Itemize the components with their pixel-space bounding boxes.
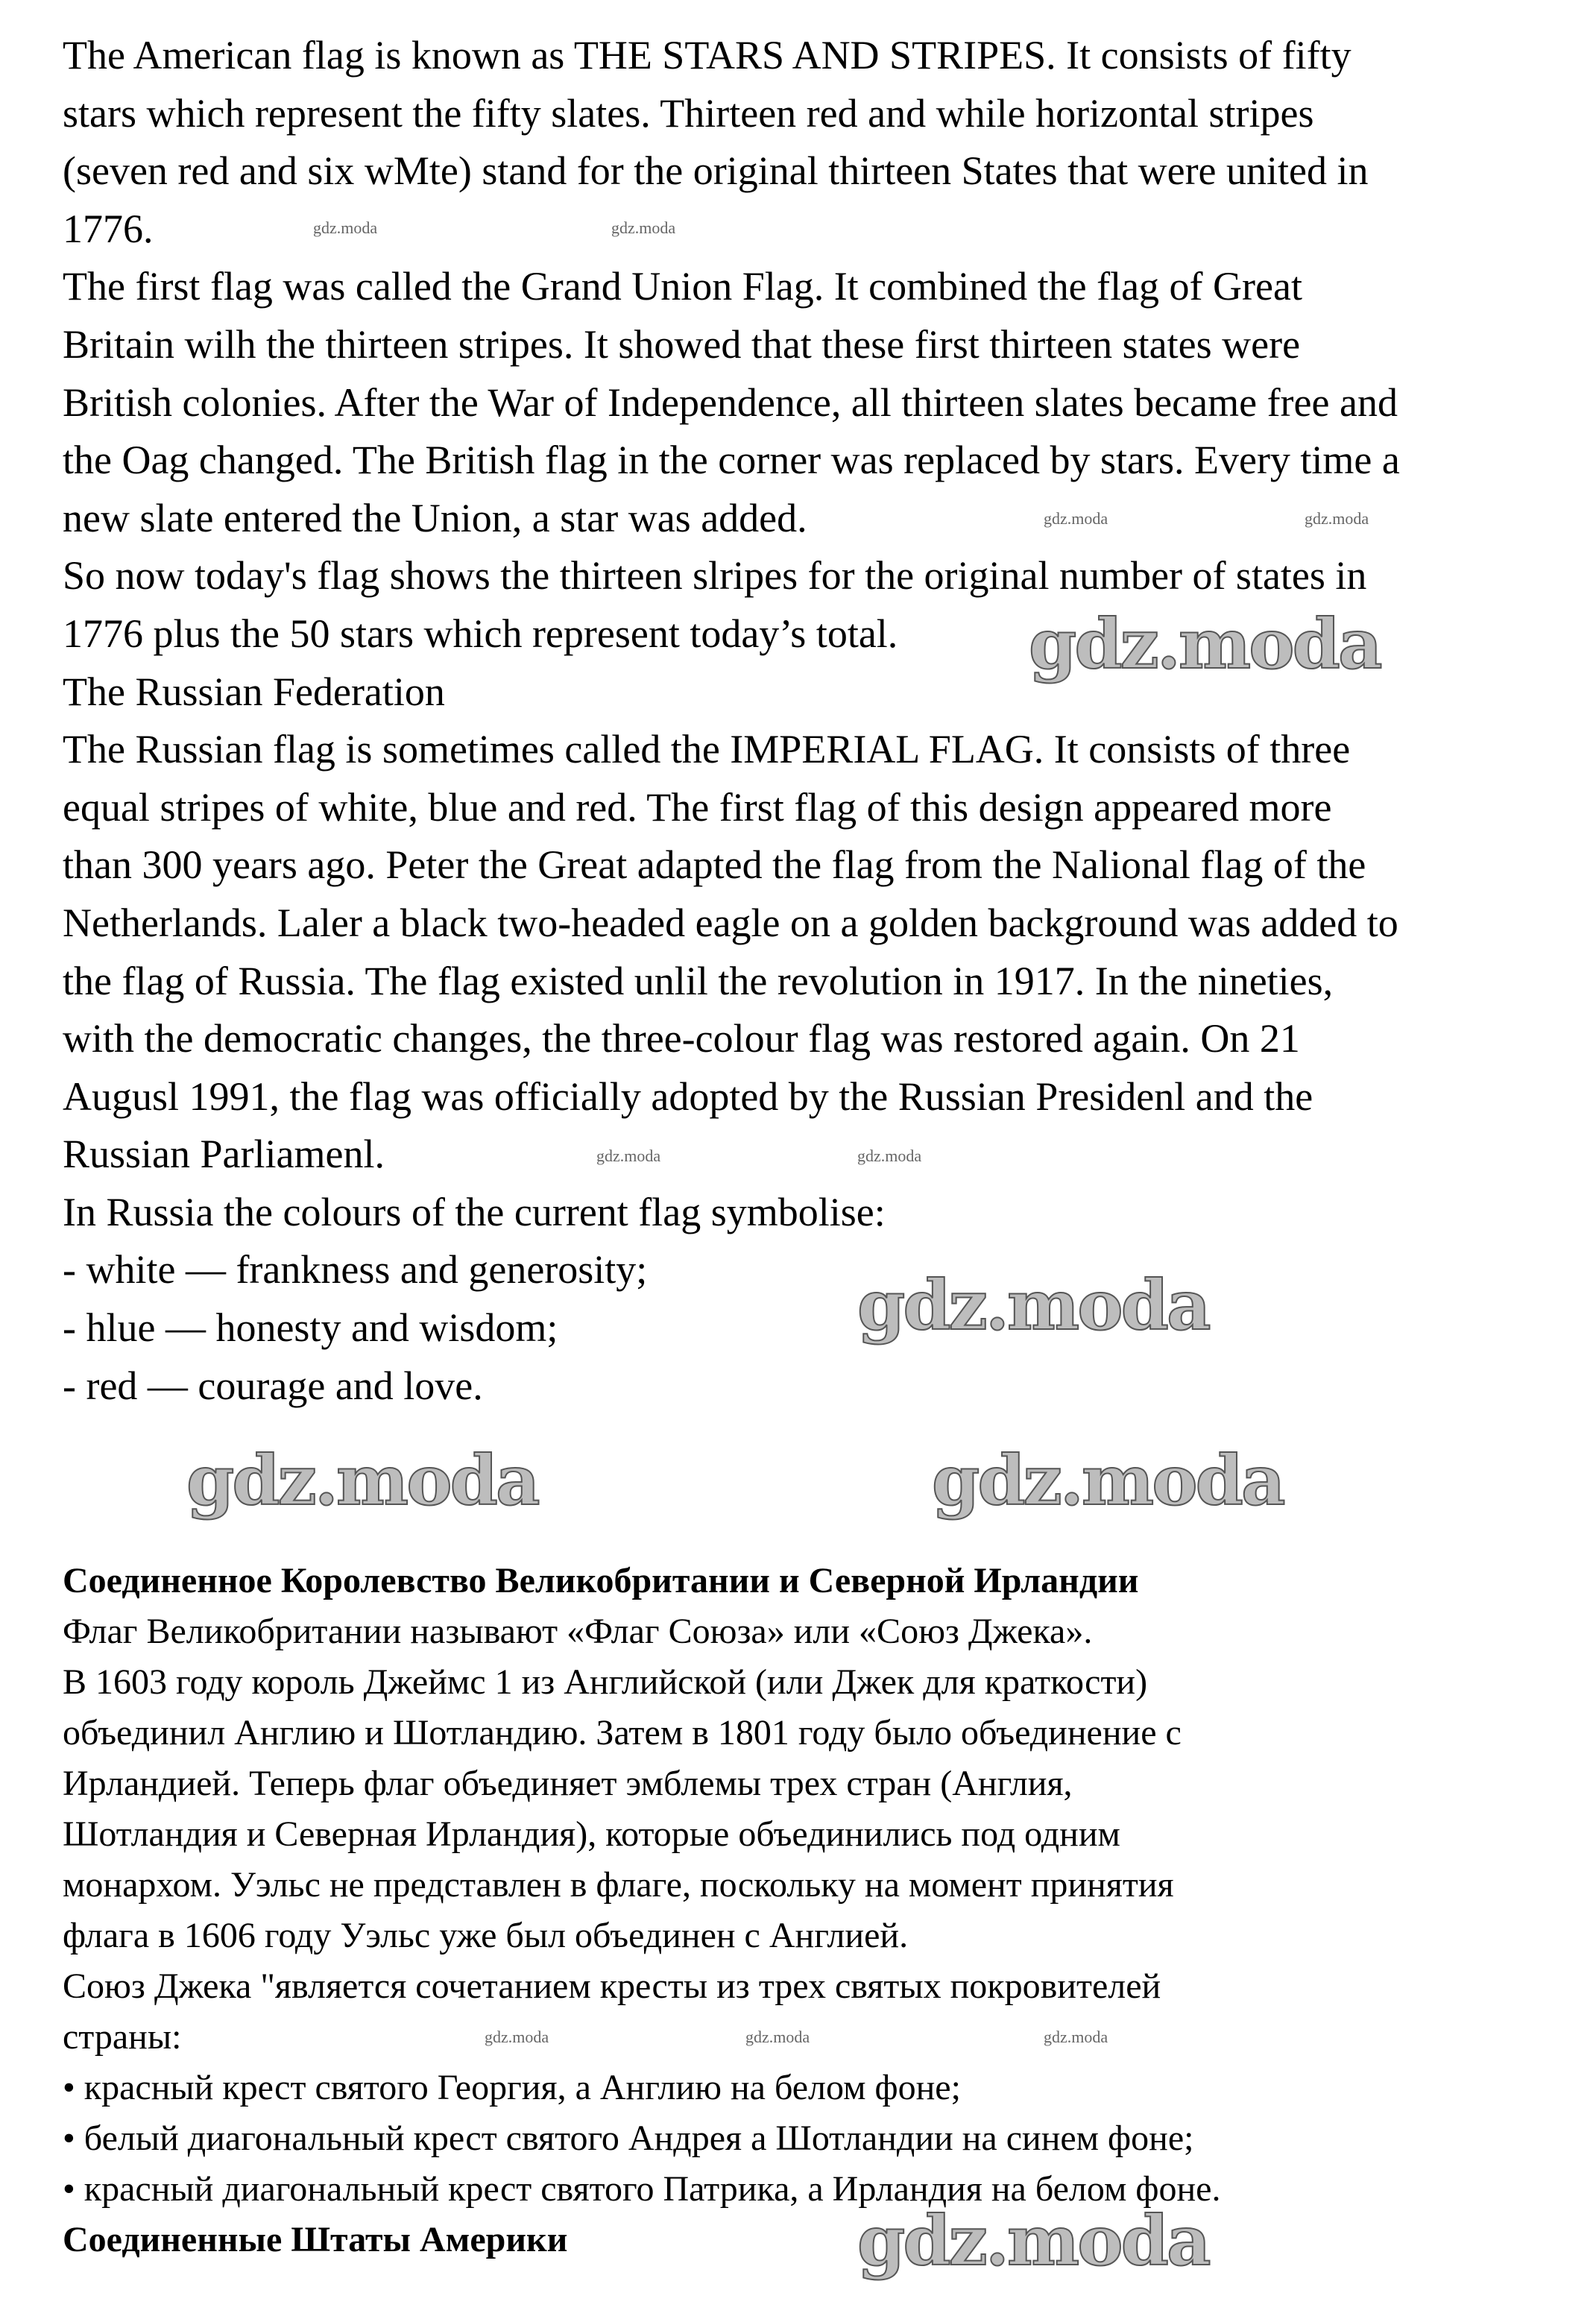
text-line: new slate entered the Union, a star was added.: [63, 495, 807, 540]
text-line: The Russian flag is sometimes called the IMPERIAL FLAG. It consists of three: [63, 727, 1351, 772]
watermark: gdz.moda: [932, 1440, 1284, 1521]
text-line: So now today's flag shows the thirteen slripes for the original number of states in: [63, 553, 1367, 599]
watermark: gdz.moda: [857, 2200, 1209, 2281]
text-line: Britain wilh the thirteen stripes. It showed that these first thirteen states were: [63, 321, 1301, 367]
text-line: In Russia the colours of the current flag symbolise:: [63, 1189, 886, 1234]
watermark: gdz.moda: [611, 218, 676, 237]
section-heading: Соединенные Штаты Америки: [63, 2220, 568, 2259]
text-line: (seven red and six wMte) stand for the original thirteen States that were united in: [63, 148, 1369, 194]
text-line: than 300 years ago. Peter the Great adapted the flag from the Nalional flag of the: [63, 842, 1366, 888]
text-line: The American flag is known as THE STARS AND STRIPES. It consists of fifty: [63, 33, 1351, 78]
text-line: stars which represent the fifty slates. Thirteen red and while horizontal stripes: [63, 90, 1314, 136]
text-line: equal stripes of white, blue and red. The first flag of this design appeared more: [63, 784, 1332, 830]
watermark: gdz.moda: [1044, 509, 1108, 528]
text-line: with the democratic changes, the three-colour flag was restored again. On 21: [63, 1016, 1300, 1061]
text-line: British colonies. After the War of Independence, all thirteen slates became free and: [63, 379, 1398, 425]
watermark: gdz.moda: [1044, 2028, 1108, 2046]
watermark: gdz.moda: [857, 1265, 1209, 1345]
watermark: gdz.moda: [313, 218, 378, 237]
watermark: gdz.moda: [745, 2028, 810, 2046]
watermark: gdz.moda: [1029, 604, 1381, 684]
text-line: Союз Джека "является сочетанием кресты из трех святых покровителей: [63, 1966, 1161, 2006]
watermark: gdz.moda: [596, 1146, 661, 1165]
list-item: - white — frankness and generosity;: [63, 1247, 648, 1293]
text-line: Ирландией. Теперь флаг объединяет эмблемы трех стран (Англия,: [63, 1764, 1073, 1803]
watermark: gdz.moda: [186, 1440, 538, 1521]
text-line: флага в 1606 году Уэльс уже был объединен с Англией.: [63, 1916, 909, 1955]
section-heading: Соединенное Королевство Великобритании и Северной Ирландии: [63, 1561, 1139, 1600]
list-item: - hlue — honesty and wisdom;: [63, 1305, 558, 1351]
text-line: Netherlands. Laler a black two-headed eagle on a golden background was added to: [63, 900, 1398, 945]
text-line: объединил Англию и Шотландию. Затем в 1801 году было объединение с: [63, 1713, 1182, 1752]
text-line: Russian Parliamenl.: [63, 1132, 385, 1177]
text-line: Шотландия и Северная Ирландия), которые объединились под одним: [63, 1814, 1120, 1854]
text-line: 1776.: [63, 206, 154, 251]
watermark: gdz.moda: [1305, 509, 1369, 528]
watermark: gdz.moda: [485, 2028, 549, 2046]
text-line: В 1603 году король Джеймс 1 из Английской (или Джек для краткости): [63, 1662, 1148, 1702]
text-line: монархом. Уэльс не представлен в флаге, поскольку на момент принятия: [63, 1865, 1174, 1905]
text-line: 1776 plus the 50 stars which represent today’s total.: [63, 611, 898, 656]
text-line: the Oag changed. The British flag in the corner was replaced by stars. Every time a: [63, 438, 1400, 483]
list-item: • красный диагональный крест святого Патрика, а Ирландия на белом фоне.: [63, 2169, 1221, 2209]
section-title: The Russian Federation: [63, 669, 445, 714]
watermark: gdz.moda: [857, 1146, 922, 1165]
list-item: • красный крест святого Георгия, а Англию на белом фоне;: [63, 2068, 961, 2107]
list-item: - red — courage and love.: [63, 1363, 483, 1408]
english-text: [63, 27, 1400, 1415]
list-item: • белый диагональный крест святого Андрея а Шотландии на синем фоне;: [63, 2118, 1194, 2158]
text-line: Augusl 1991, the flag was officially adopted by the Russian Presidenl and the: [63, 1073, 1313, 1119]
text-line: Флаг Великобритании называют «Флаг Союза» или «Союз Джека».: [63, 1612, 1093, 1651]
text-line: The first flag was called the Grand Union Flag. It combined the flag of Great: [63, 264, 1302, 309]
text-line: страны:: [63, 2017, 182, 2057]
russian-text: [63, 1556, 1220, 2265]
text-line: the flag of Russia. The flag existed unlil the revolution in 1917. In the nineties,: [63, 958, 1334, 1003]
